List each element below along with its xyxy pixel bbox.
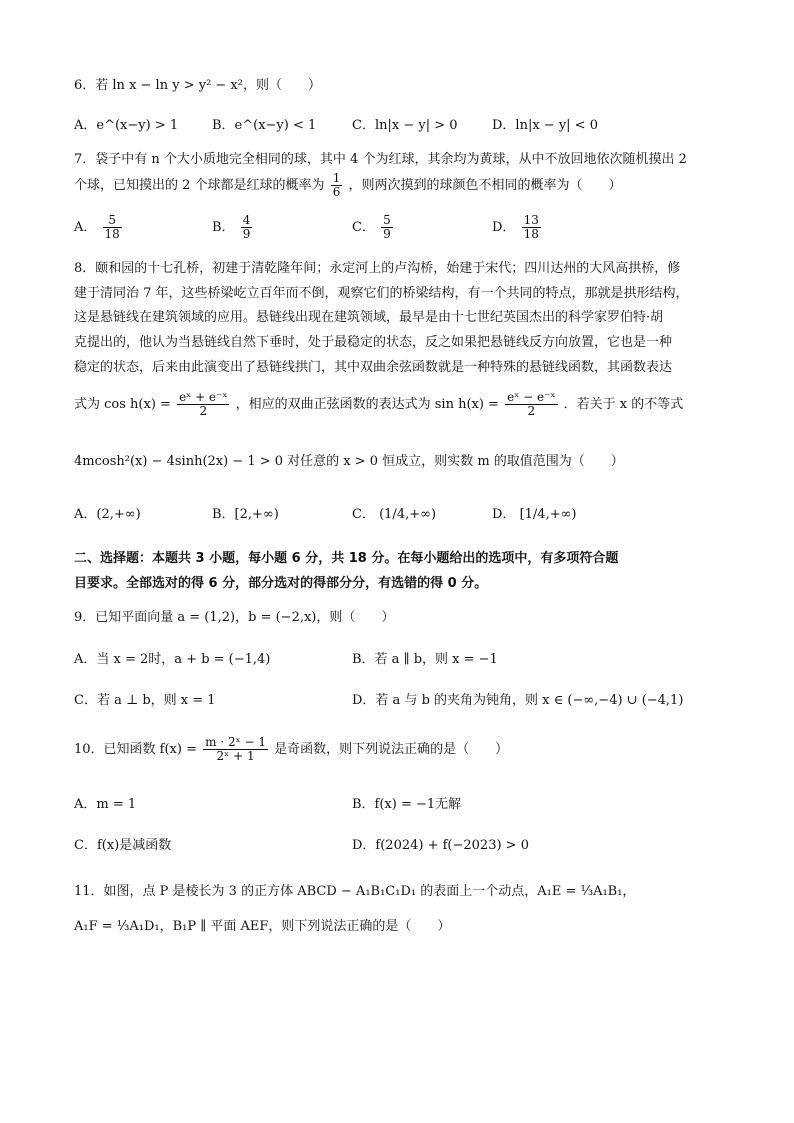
option-label: C． <box>352 507 375 522</box>
option-value: (1/4,+∞) <box>379 507 437 522</box>
q8-option-c <box>352 503 436 522</box>
q7-option-b <box>212 214 254 241</box>
section-2-heading-line-2: 目要求。全部选对的得 6 分，部分选对的得部分分，有选错的得 0 分。 <box>74 576 488 591</box>
option-label: A． <box>74 220 97 236</box>
fraction-numerator: eˣ − e⁻ˣ <box>507 390 556 404</box>
q6-option-a: A．e^(x−y) > 1 <box>74 118 179 133</box>
q7-line-2-text-a: 个球，已知摸出的 2 个球都是红球的概率为 <box>74 178 325 194</box>
q9-option-a: A．当 x = 2时，a + b = (−1,4) <box>74 652 271 667</box>
option-label: C． <box>352 220 375 236</box>
fraction-numerator: m · 2ˣ − 1 <box>205 735 267 749</box>
q8-cosh-fraction <box>177 391 229 418</box>
q6-option-c: C．ln|x − y| > 0 <box>352 118 458 133</box>
q7-line-2 <box>74 172 724 199</box>
fraction-denominator: 2 <box>199 404 208 419</box>
fraction-numerator: 5 <box>103 214 122 228</box>
fraction-denominator: 18 <box>104 227 120 242</box>
q9-stem: 9．已知平面向量 a = (1,2)，b = (−2,x)，则（ ） <box>74 610 395 625</box>
q7-line-1: 7．袋子中有 n 个大小质地完全相同的球，其中 4 个为红球，其余均为黄球，从中不放回地依次随机摸出 2 <box>74 152 687 167</box>
q8-sinh-label: ，相应的双曲正弦函数的表达式为 sin h(x) = <box>235 397 499 413</box>
q9-option-b: B．若 a ∥ b，则 x = −1 <box>352 652 498 667</box>
q9-option-c: C．若 a ⊥ b，则 x = 1 <box>74 693 216 708</box>
q8-line-4: 克提出的，他认为当悬链线自然下垂时，处于最稳定的状态，反之如果把悬链线反方向放置，它也是一种 <box>74 335 673 350</box>
q9-option-d: D．若 a 与 b 的夹角为钝角，则 x ∈ (−∞,−4) ∪ (−4,1) <box>352 693 684 708</box>
fraction-numerator: eˣ + e⁻ˣ <box>179 390 228 404</box>
option-value: [1/4,+∞) <box>519 507 577 522</box>
q10-option-c: C．f(x)是减函数 <box>74 838 172 853</box>
q7-option-d <box>492 214 543 241</box>
fraction-denominator: 9 <box>383 227 391 242</box>
option-label: B． <box>212 220 235 236</box>
q10-option-d: D．f(2024) + f(−2023) > 0 <box>352 838 529 853</box>
q6-stem: 6．若 ln x − ln y > y² − x²，则（ ） <box>74 78 321 93</box>
fraction-numerator: 5 <box>383 213 391 227</box>
option-label: D． <box>492 507 516 522</box>
fraction-numerator: 4 <box>242 213 251 227</box>
q7-probability-fraction <box>331 172 343 199</box>
q8-option-b: B．[2,+∞) <box>212 507 279 522</box>
option-fraction <box>103 214 122 241</box>
section-2-heading-line-1: 二、选择题：本题共 3 小题，每小题 6 分，共 18 分。在每小题给出的选项中，有多项符合题 <box>74 551 619 566</box>
q10-stem <box>74 736 724 763</box>
fraction-numerator: 1 <box>332 171 341 185</box>
q8-line-6 <box>74 391 724 418</box>
q8-line-5: 稳定的状态，后来由此演变出了悬链线拱门，其中双曲余弦函数就是一种特殊的悬链线函数，其函数表达 <box>74 360 673 375</box>
q10-option-b: B．f(x) = −1无解 <box>352 797 462 812</box>
option-fraction <box>241 214 253 241</box>
q8-cosh-label: 式为 cos h(x) = <box>74 397 171 413</box>
q6-option-d: D．ln|x − y| < 0 <box>492 118 598 133</box>
fraction-denominator: 6 <box>332 185 341 200</box>
q7-option-a <box>74 214 124 241</box>
option-label: D． <box>492 220 516 236</box>
q8-line-1: 8．颐和园的十七孔桥，初建于清乾隆年间；永定河上的卢沟桥，始建于宋代；四川达州的大风高拱桥，修 <box>74 261 681 276</box>
q8-line-2: 建于清同治 7 年，这些桥梁屹立百年而不倒，观察它们的桥梁结构，有一个共同的特点，那就是拱形结构， <box>74 286 689 301</box>
q11-line-2: A₁F = ⅓A₁D₁，B₁P ∥ 平面 AEF，则下列说法正确的是（ ） <box>74 919 451 934</box>
q10-function-fraction <box>203 736 268 763</box>
fraction-numerator: 13 <box>523 213 539 227</box>
fraction-denominator: 2 <box>527 404 536 419</box>
q11-line-1: 11．如图，点 P 是棱长为 3 的正方体 ABCD − A₁B₁C₁D₁ 的表面上一个动点，A₁E = ⅓A₁B₁， <box>74 884 636 899</box>
q10-stem-text-a: 10．已知函数 f(x) = <box>74 742 197 758</box>
fraction-denominator: 2ˣ + 1 <box>216 749 255 764</box>
q10-option-a: A．m = 1 <box>74 797 137 812</box>
option-fraction <box>381 214 393 241</box>
q10-stem-text-b: 是奇函数，则下列说法正确的是（ ） <box>274 742 509 758</box>
q8-sinh-fraction <box>505 391 557 418</box>
fraction-denominator: 9 <box>242 227 251 242</box>
q6-option-b: B．e^(x−y) < 1 <box>212 118 317 133</box>
q8-line-7: 4mcosh²(x) − 4sinh(2x) − 1 > 0 对任意的 x > 0 恒成立，则实数 m 的取值范围为（ ） <box>74 454 624 469</box>
option-fraction <box>522 214 541 241</box>
q8-line-6-tail: ．若关于 x 的不等式 <box>563 397 684 413</box>
q7-line-2-text-b: ，则两次摸到的球颜色不相同的概率为（ ） <box>348 178 622 194</box>
q8-option-a: A．(2,+∞) <box>74 507 141 522</box>
q8-option-d <box>492 503 577 522</box>
q7-option-c <box>352 214 395 241</box>
q8-line-3: 这是悬链线在建筑领域的应用。悬链线出现在建筑领域，最早是由十七世纪英国杰出的科学家罗伯特·胡 <box>74 310 664 325</box>
fraction-denominator: 18 <box>523 227 539 242</box>
